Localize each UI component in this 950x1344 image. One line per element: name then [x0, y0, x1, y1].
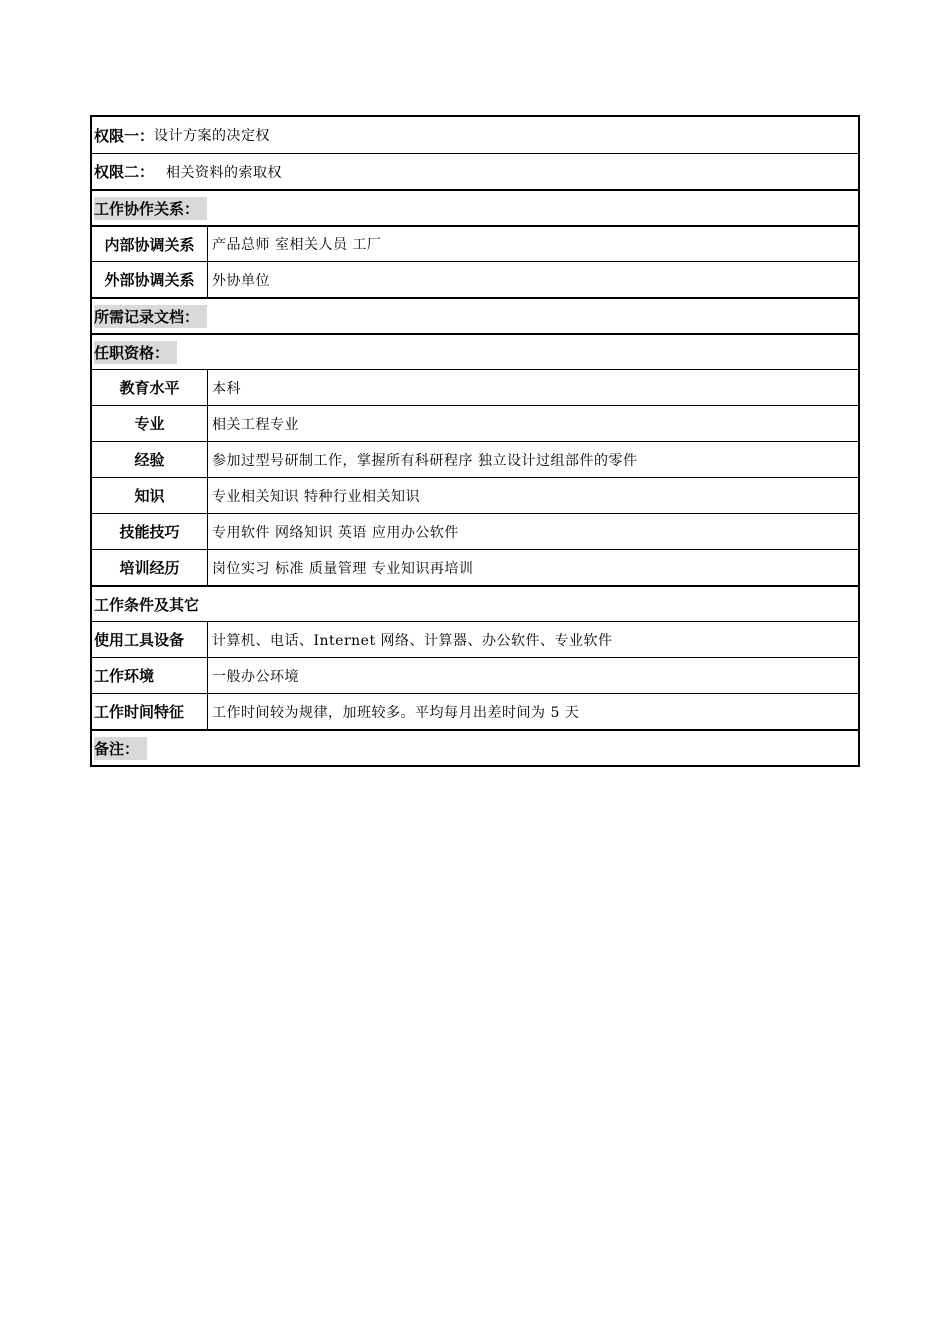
row-value: 专用软件 网络知识 英语 应用办公软件	[212, 524, 459, 541]
row-value: 专业相关知识 特种行业相关知识	[212, 488, 420, 505]
table-row	[92, 405, 858, 441]
row-value: 一般办公环境	[212, 668, 299, 685]
row-label: 知识	[92, 478, 208, 513]
permission-label: 权限二：	[94, 163, 155, 181]
job-description-table	[90, 115, 860, 767]
permission-row-2	[92, 153, 858, 189]
row-label: 使用工具设备	[92, 622, 208, 657]
cooperation-header: 工作协作关系：	[94, 197, 207, 220]
permission-row-1	[92, 117, 858, 153]
row-value: 岗位实习 标准 质量管理 专业知识再培训	[212, 560, 474, 577]
section-title	[92, 335, 177, 369]
row-label: 教育水平	[92, 370, 208, 405]
table-row	[92, 693, 858, 729]
row-value: 相关工程专业	[212, 416, 299, 433]
section-conditions	[92, 585, 858, 621]
row-label: 技能技巧	[92, 514, 208, 549]
section-title	[92, 731, 147, 765]
table-row	[92, 225, 858, 261]
row-label: 工作环境	[92, 658, 208, 693]
conditions-header: 工作条件及其它	[94, 595, 200, 614]
permission-label: 权限一：	[94, 126, 155, 145]
records-header: 所需记录文档：	[94, 305, 207, 328]
section-remarks	[92, 729, 858, 765]
qualification-header: 任职资格：	[94, 341, 177, 364]
section-records	[92, 297, 858, 333]
row-label: 专业	[92, 406, 208, 441]
table-row	[92, 369, 858, 405]
section-title	[92, 299, 207, 333]
permission-cell	[92, 117, 858, 153]
table-row	[92, 657, 858, 693]
row-label: 工作时间特征	[92, 694, 208, 729]
table-row	[92, 549, 858, 585]
row-label: 内部协调关系	[92, 227, 208, 261]
row-label: 培训经历	[92, 550, 208, 585]
table-row	[92, 513, 858, 549]
row-label: 外部协调关系	[92, 262, 208, 297]
table-row	[92, 477, 858, 513]
section-title	[92, 587, 199, 621]
row-value: 本科	[212, 380, 241, 397]
permission-value: 相关资料的索取权	[166, 164, 283, 181]
table-row	[92, 261, 858, 297]
row-value: 工作时间较为规律，加班较多。平均每月出差时间为 5 天	[212, 704, 580, 721]
table-row	[92, 621, 858, 657]
row-value: 计算机、电话、Internet 网络、计算器、办公软件、专业软件	[212, 632, 613, 649]
table-row	[92, 441, 858, 477]
row-value: 参加过型号研制工作，掌握所有科研程序 独立设计过组部件的零件	[212, 452, 638, 469]
remarks-header: 备注：	[94, 737, 147, 760]
section-cooperation	[92, 189, 858, 225]
permission-value: 设计方案的决定权	[154, 128, 271, 144]
section-qualification	[92, 333, 858, 369]
row-value: 外协单位	[212, 272, 270, 289]
permission-cell	[92, 154, 858, 189]
row-label: 经验	[92, 442, 208, 477]
row-value: 产品总师 室相关人员 工厂	[212, 237, 382, 253]
section-title	[92, 191, 207, 225]
